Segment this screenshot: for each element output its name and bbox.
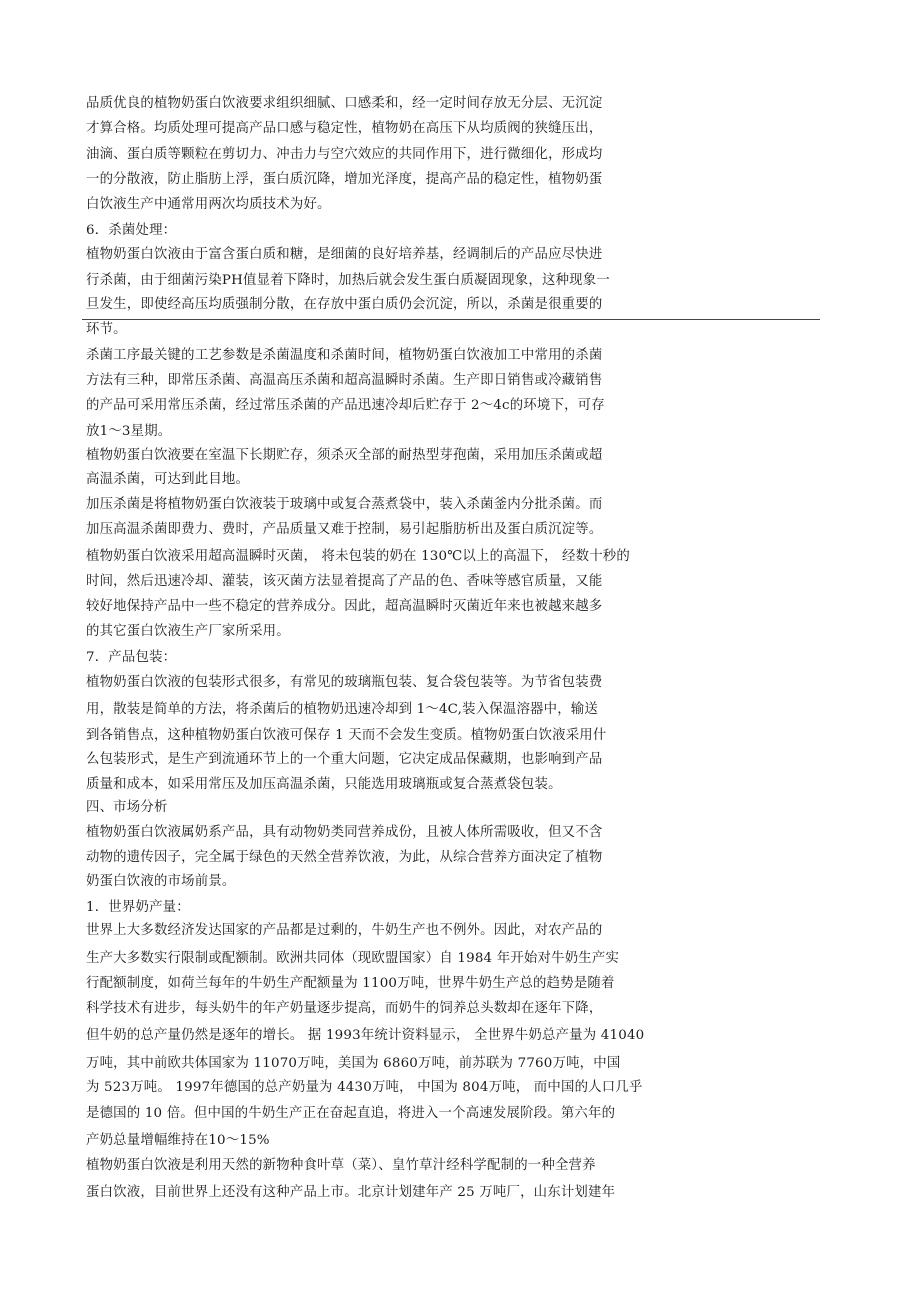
text-line: 时间，然后迅速冷却、灌装，该灭菌方法显着提高了产品的色、香味等感官质量，又能: [86, 574, 603, 589]
text-line: 行杀菌，由于细菌污染PH值显着下降时，加热后就会发生蛋白质凝固现象，这种现象一: [86, 273, 610, 288]
text-line: 植物奶蛋白饮液的包装形式很多，有常见的玻璃瓶包装、复合袋包装等。为节省包装费: [86, 675, 603, 690]
text-line: 加压高温杀菌即费力、费时，产品质量又难于控制，易引起脂肪析出及蛋白质沉淀等。: [86, 522, 603, 537]
text-line: 环节。: [86, 322, 127, 337]
text-line: 用，散装是简单的方法，将杀菌后的植物奶迅速冷却到 1〜4C,装入保温溶器中，输送: [86, 702, 598, 717]
text-line: 产奶总量增幅维持在10〜15%: [86, 1133, 270, 1148]
text-line: 白饮液生产中通常用两次均质技术为好。: [86, 197, 331, 212]
text-line: 但牛奶的总产量仍然是逐年的增长。 据 1993年统计资料显示， 全世界牛奶总产量为 41040: [86, 1028, 645, 1043]
text-line: 质量和成本，如采用常压及加压高温杀菌，只能选用玻璃瓶或复合蒸煮袋包装。: [86, 777, 562, 792]
section-heading: 1．世界奶产量：: [86, 900, 190, 915]
text-line: 万吨，其中前欧共体国家为 11070万吨，美国为 6860万吨，前苏联为 7760万吨，中国: [86, 1056, 621, 1071]
text-line: 植物奶蛋白饮液属奶系产品，具有动物奶类同营养成份，且被人体所需吸收，但又不含: [86, 825, 603, 840]
text-line: 的其它蛋白饮液生产厂家所采用。: [86, 624, 290, 639]
text-line: 蛋白饮液，目前世界上还没有这种产品上市。北京计划建年产 25 万吨厂，山东计划建年: [86, 1185, 616, 1200]
text-line: 品质优良的植物奶蛋白饮液要求组织细腻、口感柔和，经一定时间存放无分层、无沉淀: [86, 96, 603, 111]
section-heading: 7．产品包装：: [86, 650, 177, 665]
text-line: 植物奶蛋白饮液采用超高温瞬时灭菌， 将未包装的奶在 130℃以上的高温下， 经数十秒的: [86, 549, 630, 564]
text-line: 旦发生，即使经高压均质强制分散，在存放中蛋白质仍会沉淀，所以，杀菌是很重要的: [86, 297, 603, 312]
text-line: 方法有三种，即常压杀菌、高温高压杀菌和超高温瞬时杀菌。生产即日销售或冷藏销售: [86, 373, 603, 388]
text-line: 科学技术有进步，每头奶牛的年产奶量逐步提高，而奶牛的饲养总头数却在逐年下降，: [86, 1001, 603, 1016]
text-line: 世界上大多数经济发达国家的产品都是过剩的，牛奶生产也不例外。因此，对农产品的: [86, 923, 603, 938]
text-line: 到各销售点，这种植物奶蛋白饮液可保存 1 天而不会发生变质。植物奶蛋白饮液采用什: [86, 728, 607, 743]
text-line: 放1〜3星期。: [86, 424, 172, 439]
text-line: 植物奶蛋白饮液由于富含蛋白质和糖，是细菌的良好培养基，经调制后的产品应尽快进: [86, 247, 603, 262]
section-heading: 四、市场分析: [86, 800, 168, 815]
text-line: 高温杀菌，可达到此目地。: [86, 472, 250, 487]
text-line: 为 523万吨。 1997年德国的总产奶量为 4430万吨， 中国为 804万吨， 而中国的人口几乎: [86, 1080, 643, 1095]
text-line: 奶蛋白饮液的市场前景。: [86, 874, 236, 889]
text-line: 较好地保持产品中一些不稳定的营养成分。因此，超高温瞬时灭菌近年来也被越来越多: [86, 599, 603, 614]
text-line: 加压杀菌是将植物奶蛋白饮液装于玻璃中或复合蒸煮袋中，装入杀菌釜内分批杀菌。而: [86, 497, 603, 512]
text-line: 植物奶蛋白饮液是利用天然的新物种食叶草（菜）、皇竹草汁经科学配制的一种全营养: [86, 1158, 596, 1173]
text-line: 才算合格。均质处理可提高产品口感与稳定性，植物奶在高压下从均质阀的狭缝压出，: [86, 121, 603, 136]
section-heading: 6．杀菌处理：: [86, 223, 177, 238]
horizontal-rule: [82, 319, 820, 320]
text-line: 么包装形式，是生产到流通环节上的一个重大问题，它决定成品保藏期，也影响到产品: [86, 752, 603, 767]
text-line: 的产品可采用常压杀菌，经过常压杀菌的产品迅速冷却后贮存于 2〜4c的环境下，可存: [86, 398, 605, 413]
text-line: 油滴、蛋白质等颗粒在剪切力、冲击力与空穴效应的共同作用下，进行微细化，形成均: [86, 147, 603, 162]
text-line: 杀菌工序最关键的工艺参数是杀菌温度和杀菌时间，植物奶蛋白饮液加工中常用的杀菌: [86, 348, 603, 363]
text-line: 生产大多数实行限制或配额制。欧洲共同体（现欧盟国家）自 1984 年开始对牛奶生产实: [86, 951, 620, 966]
text-line: 动物的遗传因子，完全属于绿色的天然全营养饮液，为此，从综合营养方面决定了植物: [86, 850, 603, 865]
text-line: 一的分散液，防止脂肪上浮，蛋白质沉降，增加光泽度，提高产品的稳定性，植物奶蛋: [86, 172, 603, 187]
text-line: 行配额制度，如荷兰每年的牛奶生产配额量为 1100万吨，世界牛奶生产总的趋势是随着: [86, 976, 615, 991]
text-line: 植物奶蛋白饮液要在室温下长期贮存，须杀灭全部的耐热型芽孢菌，采用加压杀菌或超: [86, 448, 603, 463]
text-line: 是德国的 10 倍。但中国的牛奶生产正在奋起直追，将进入一个高速发展阶段。第六年的: [86, 1106, 616, 1121]
